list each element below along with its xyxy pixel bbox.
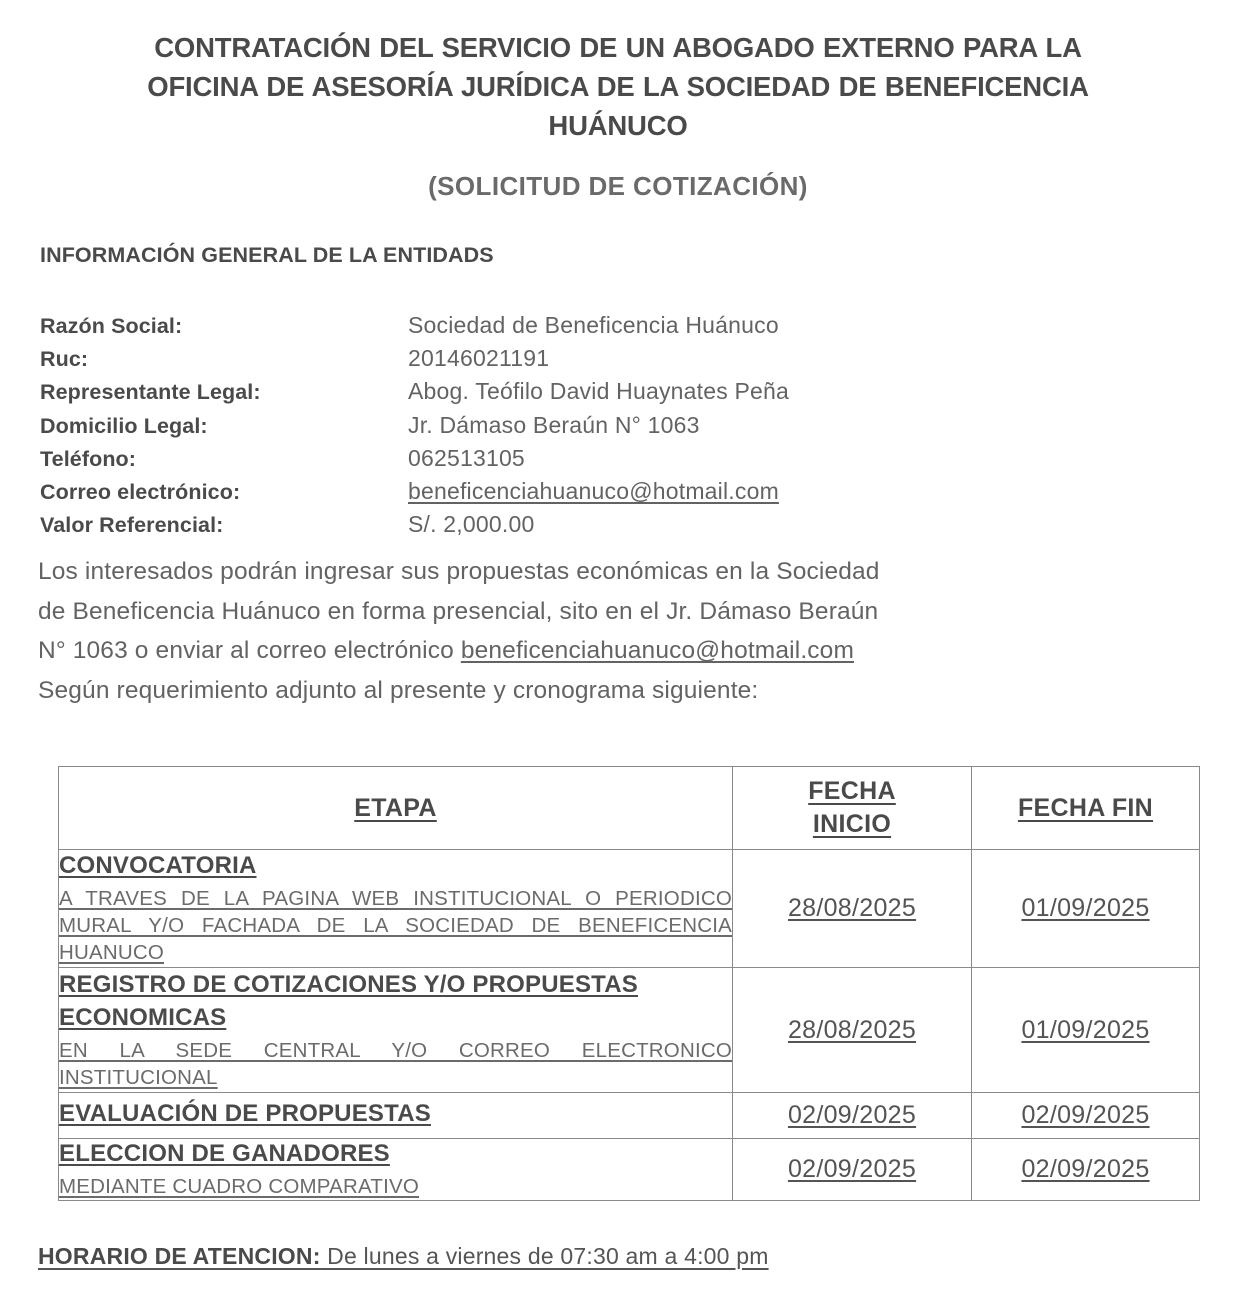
info-label: Valor Referencial:	[40, 513, 224, 538]
fecha-fin-cell: 02/09/2025	[972, 1139, 1200, 1201]
info-row-domicilio-legal	[40, 412, 1190, 445]
column-header-etapa: ETAPA	[59, 767, 733, 850]
info-row-ruc	[40, 345, 1190, 378]
column-header-fecha-inicio: FECHA INICIO	[733, 767, 972, 850]
info-row-representante-legal	[40, 378, 1190, 411]
intro-paragraph-line-4: Según requerimiento adjunto al presente y cronograma siguiente:	[38, 676, 759, 704]
table-row	[59, 1093, 1200, 1139]
etapa-title-wrap	[59, 1139, 732, 1172]
document-title-line-1: CONTRATACIÓN DEL SERVICIO DE UN ABOGADO EXTERNO PARA LA	[154, 32, 1082, 63]
etapa-subtitle: MEDIANTE CUADRO COMPARATIVO	[59, 1175, 419, 1198]
intro-paragraph-line-1: Los interesados podrán ingresar sus propuestas económicas en la Sociedad	[38, 558, 880, 585]
fecha-inicio-cell: 02/09/2025	[733, 1139, 972, 1201]
etapa-cell-eleccion	[59, 1139, 733, 1201]
column-header-fecha-fin: FECHA FIN	[972, 767, 1200, 850]
info-value: Jr. Dámaso Beraún N° 1063	[408, 411, 700, 438]
etapa-title: CONVOCATORIA	[59, 852, 257, 879]
table-header-row	[59, 767, 1200, 850]
fecha-fin-cell: 02/09/2025	[972, 1093, 1200, 1139]
etapa-title: REGISTRO DE COTIZACIONES Y/O PROPUESTAS ECONOMICAS	[59, 970, 638, 1031]
schedule-table	[58, 766, 1200, 1201]
document-subtitle: (SOLICITUD DE COTIZACIÓN)	[428, 171, 808, 201]
intro-paragraph-line-2: de Beneficencia Huánuco en forma presencial, sito en el Jr. Dámaso Beraún	[38, 597, 879, 625]
info-row-valor-referencial	[40, 511, 1190, 544]
table-row	[59, 1139, 1200, 1201]
info-label: Razón Social:	[40, 314, 183, 338]
document-title	[48, 28, 1188, 145]
intro-paragraph-line-3-text: N° 1063 o enviar al correo electrónico	[38, 637, 461, 664]
intro-paragraph	[38, 552, 1188, 710]
info-row-razon-social	[40, 312, 1190, 345]
email-link[interactable]: beneficenciahuanuco@hotmail.com	[408, 477, 779, 504]
document-title-line-2: OFICINA DE ASESORÍA JURÍDICA DE LA SOCIEDAD DE BENEFICENCIA	[147, 71, 1089, 102]
etapa-cell-registro	[59, 968, 733, 1093]
intro-paragraph-line-3	[38, 631, 1188, 671]
etapa-cell-evaluacion	[59, 1093, 733, 1139]
email-link-inline[interactable]: beneficenciahuanuco@hotmail.com	[460, 637, 855, 664]
general-info-heading: INFORMACIÓN GENERAL DE LA ENTIDADS	[40, 243, 494, 267]
horario-label: HORARIO DE ATENCION:	[38, 1243, 321, 1269]
fecha-inicio-cell: 28/08/2025	[733, 968, 972, 1093]
info-value: Abog. Teófilo David Huaynates Peña	[408, 378, 790, 405]
document-title-block	[48, 28, 1188, 203]
etapa-title-wrap	[59, 970, 732, 1036]
fecha-inicio-cell: 02/09/2025	[733, 1093, 972, 1139]
document-title-line-3: HUÁNUCO	[548, 110, 688, 141]
etapa-title-wrap	[59, 1099, 732, 1132]
etapa-title: ELECCION DE GANADORES	[59, 1140, 390, 1167]
info-row-correo-electronico	[40, 478, 1190, 511]
etapa-title: EVALUACIÓN DE PROPUESTAS	[59, 1100, 431, 1127]
info-value: Sociedad de Beneficencia Huánuco	[408, 312, 779, 338]
etapa-cell-convocatoria	[59, 850, 733, 968]
horario-value: De lunes a viernes de 07:30 am a 4:00 pm	[320, 1243, 769, 1269]
info-label: Ruc:	[40, 347, 89, 372]
etapa-subtitle: EN LA SEDE CENTRAL Y/O CORREO ELECTRONICO INSTITUCIONAL	[59, 1038, 732, 1089]
info-row-telefono	[40, 445, 1190, 478]
info-label: Teléfono:	[40, 446, 137, 471]
horario-atencion	[38, 1243, 769, 1270]
etapa-title-wrap	[59, 851, 732, 884]
info-label: Domicilio Legal:	[40, 413, 208, 438]
info-value: 20146021191	[408, 345, 550, 372]
info-label: Representante Legal:	[40, 380, 261, 405]
table-row	[59, 850, 1200, 968]
table-row	[59, 968, 1200, 1093]
fecha-fin-cell: 01/09/2025	[972, 850, 1200, 968]
info-value: 062513105	[408, 444, 525, 471]
info-label: Correo electrónico:	[40, 479, 241, 504]
general-info-list	[40, 312, 1190, 544]
info-value: S/. 2,000.00	[408, 511, 535, 538]
etapa-subtitle: A TRAVES DE LA PAGINA WEB INSTITUCIONAL O PERIODICO MURAL Y/O FACHADA DE LA SOCIEDAD DE BENEFICENCIA HUANUCO	[59, 887, 732, 964]
fecha-fin-cell: 01/09/2025	[972, 968, 1200, 1093]
fecha-inicio-cell: 28/08/2025	[733, 850, 972, 968]
